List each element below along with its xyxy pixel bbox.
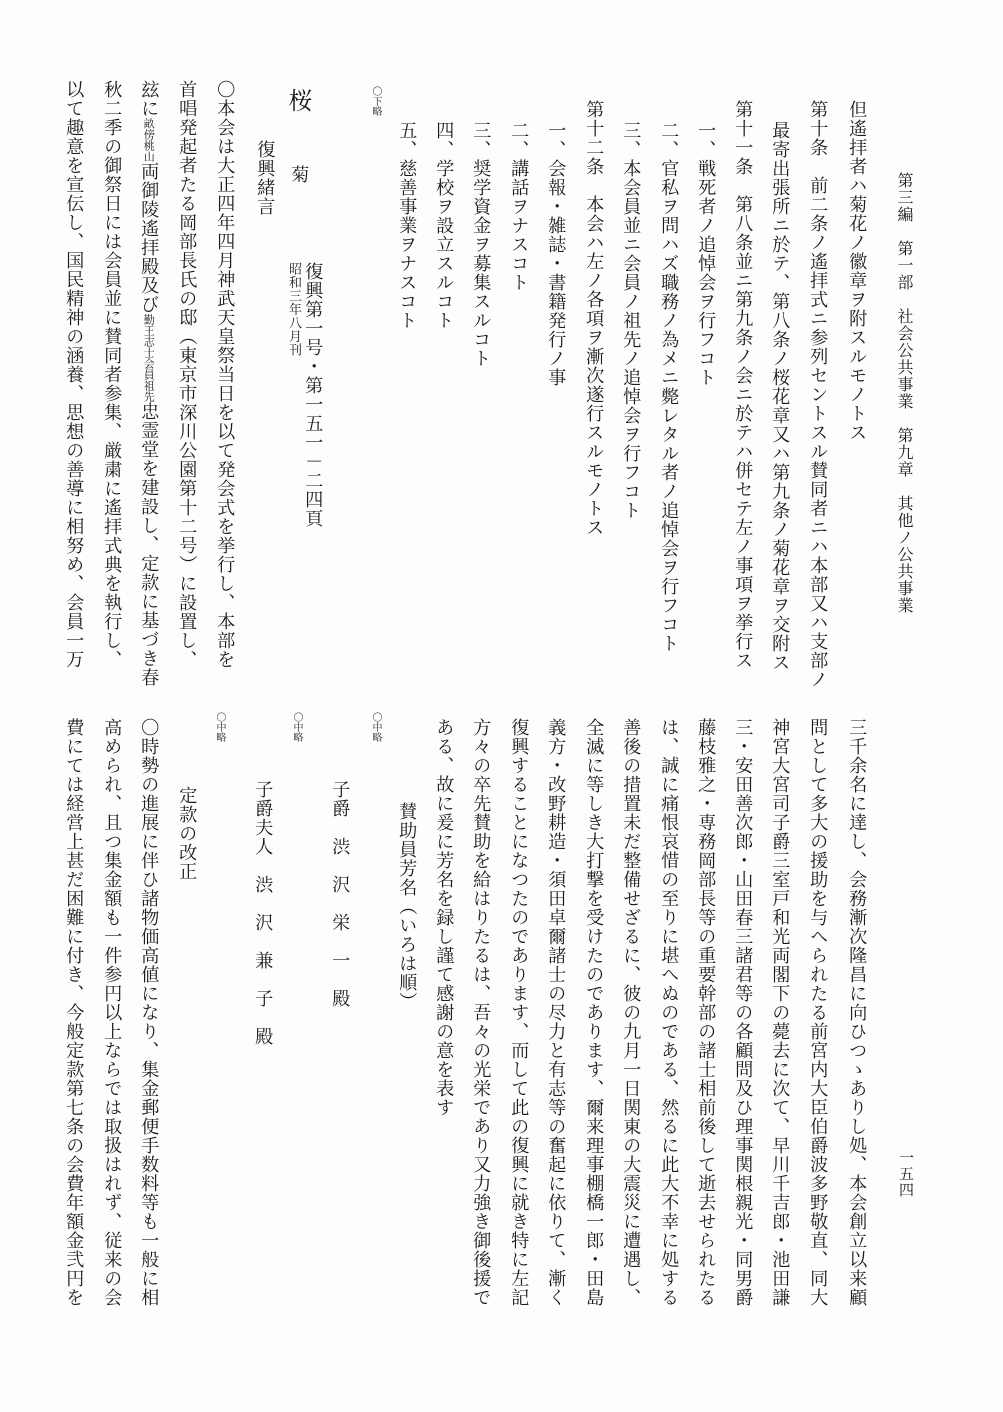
text-line: 全滅に等しき大打撃を受けたのであります、爾来理事棚橋一郎・田島: [583, 718, 605, 1307]
interlinear-note: 勤王志士会員祖先: [142, 314, 156, 402]
text-line: 〇本会は大正四年四月神武天皇祭当日を以て発会式を挙行し、本部を: [214, 80, 236, 669]
text-line: 以て趣意を宣伝し、国民精神の涵養、思想の善導に相努め、会員一万: [63, 80, 85, 669]
text-line: 三・安田善次郎・山田春三諸君等の各顧問及ひ理事関根親光・同男爵: [732, 718, 754, 1307]
section-heading: 定款の改正: [176, 786, 198, 881]
text-line: 善後の措置未だ整備せざるに、彼の九月一日関東の大震災に遭遇し、: [620, 718, 642, 1307]
omission-mark: 〇中略: [214, 712, 225, 742]
text-line: 一、会報・雑誌・書籍発行ノ事: [545, 121, 567, 387]
interlinear-note: 畝傍桃山: [142, 118, 156, 162]
text-line: 但遙拝者ハ菊花ノ徽章ヲ附スルモノトス: [846, 100, 868, 442]
text-line: 秋二季の御祭日には会員並に賛同者参集、厳粛に遙拝式典を執行し、: [101, 80, 123, 669]
text-line: 一、戦死者ノ追悼会ヲ行フコト: [695, 121, 717, 387]
text-line: 三、奨学資金ヲ募集スルコト: [470, 121, 492, 368]
section-heading: 復興緒言: [254, 140, 276, 216]
text-line: 第十条 前二条ノ遙拝式ニ参列セントスル賛同者ニハ本部又ハ支部ノ: [807, 100, 829, 689]
text-line: ある、故に爰に芳名を録し謹て感謝の意を表す: [433, 718, 455, 1117]
text-line: 四、学校ヲ設立スルコト: [433, 121, 455, 330]
publication-date: 昭和三年八月刊: [286, 262, 301, 357]
text-line: 〇時勢の進展に伴ひ諸物価高値になり、集金郵便手数料等も一般に相: [138, 718, 160, 1307]
text-line: 玆に畝傍桃山両御陵遙拝殿及び勤王志士会員祖先忠霊堂を建設し、定款に基づき春: [138, 80, 160, 687]
omission-mark: 〇下略: [370, 86, 381, 116]
text-line: 藤枝雅之・専務岡部長等の重要幹部の諸士相前後して逝去せられたる: [695, 718, 717, 1307]
text-line: 二、官私ヲ問ハズ職務ノ為メニ斃レタル者ノ追悼会ヲ行フコト: [658, 121, 680, 653]
text-line: 二、講話ヲナスコト: [508, 121, 530, 292]
text-line: 五、慈善事業ヲナスコト: [396, 121, 418, 330]
publication-title: 菊: [288, 165, 310, 184]
text-line: 最寄出張所ニ於テ、第八条ノ桜花章又ハ第九条ノ菊花章ヲ交附ス: [769, 121, 791, 672]
page-number: 一五四: [897, 1150, 915, 1198]
publication-title: 桜: [284, 88, 312, 112]
supporter-name: 子爵夫人 渋 沢 兼 子 殿: [252, 780, 274, 1046]
text-line: 義方・改野耕造・須田卓爾諸士の尽力と有志等の奮起に依りて、漸く: [545, 718, 567, 1307]
text-line: 費にては経営上甚だ困難に付き、今般定款第七条の会費年額金弐円を: [63, 718, 85, 1307]
supporters-heading: 賛助員芳名（いろは順）: [396, 802, 418, 1011]
text-line: は、誠に痛恨哀惜の至りに堪へぬのである、然るに此大不幸に処する: [658, 718, 680, 1307]
text-line: 第十一条 第八条並ニ第九条ノ会ニ於テハ併セテ左ノ事項ヲ挙行ス: [732, 100, 754, 670]
text-line: 神宮大宮司子爵三室戸和光両閣下の薨去に次て、早川千吉郎・池田謙: [769, 718, 791, 1307]
text-line: 第十二条 本会ハ左ノ各項ヲ漸次遂行スルモノトス: [583, 100, 605, 537]
text-line: 方々の卒先賛助を給はりたるは、吾々の光栄であり又力強き御後援で: [470, 718, 492, 1307]
running-header: 第三編 第一部 社会公共事業 第九章 其他ノ公共事業: [895, 172, 914, 614]
text-line: 首唱発起者たる岡部長氏の邸（東京市深川公園第十二号）に設置し、: [176, 80, 198, 669]
text-line: 高められ、且つ集金額も一件参円以上ならでは取扱はれず、従来の会: [101, 718, 123, 1307]
publication-issue: 復興第一号・第一五一－二四頁: [302, 262, 324, 528]
text-line: 三千余名に達し、会務漸次隆昌に向ひつゝありし処、本会創立以来顧: [846, 718, 868, 1307]
supporter-name: 子爵 渋 沢 栄 一 殿: [329, 780, 351, 1008]
text-line: 問として多大の援助を与へられたる前宮内大臣伯爵波多野敬直、同大: [807, 718, 829, 1307]
omission-mark: 〇中略: [291, 712, 302, 742]
omission-mark: 〇中略: [370, 712, 381, 742]
text-line: 復興することになつたのであります、而して此の復興に就き特に左記: [508, 718, 530, 1307]
text-line: 三、本会員並ニ会員ノ祖先ノ追悼会ヲ行フコト: [620, 121, 642, 520]
